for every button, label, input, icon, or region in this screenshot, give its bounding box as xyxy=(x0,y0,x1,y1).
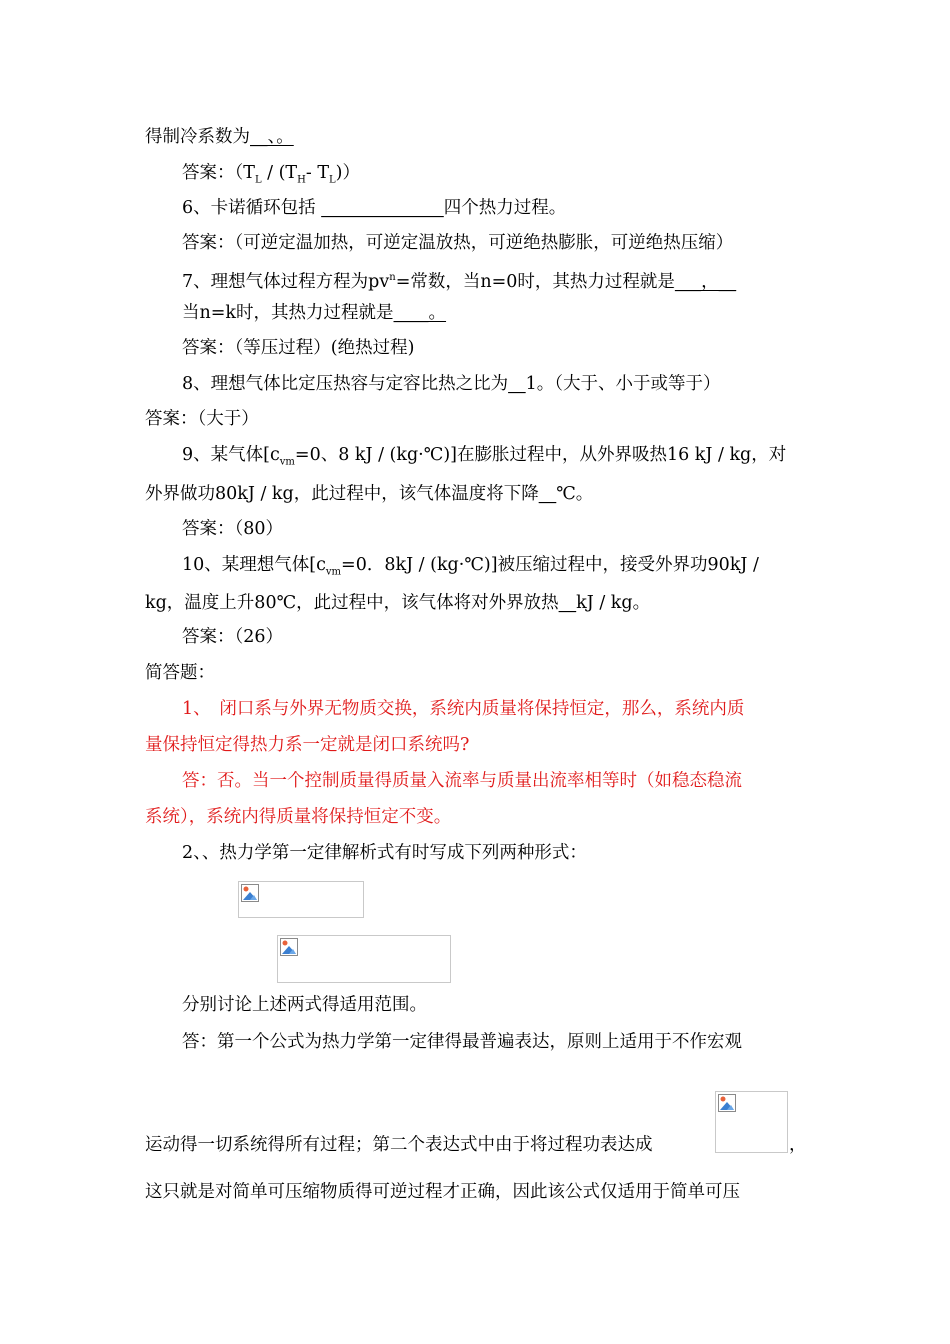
fill-blank: __ xyxy=(508,374,526,394)
section-heading: 简答题： xyxy=(145,663,215,683)
short-answer-1: 答：否。当一个控制质量得质量入流率与质量出流率相等时（如稳态稳流 xyxy=(182,771,742,791)
answer-line: 这只就是对简单可压缩物质得可逆过程才正确，因此该公式仅适用于简单可压 xyxy=(145,1182,740,1202)
fill-blank: ______________ xyxy=(321,198,444,218)
broken-image-icon xyxy=(241,884,259,902)
question-10-cont: kg，温度上升80℃，此过程中，该气体将对外界放热__kJ / kg。 xyxy=(145,593,651,613)
formula-image-1 xyxy=(238,881,364,918)
question-7: 7、理想气体过程方程为$pv^n=$常数，当n=0时，其热力过程就是___，__ xyxy=(182,271,737,292)
text-line: 得制冷系数为__、。 xyxy=(145,127,294,147)
question-6: 6、卡诺循环包括 ______________四个热力过程。 xyxy=(182,198,567,218)
question-7-cont: 当n=k时，其热力过程就是____。 xyxy=(182,303,447,323)
short-question-1: 1、 闭口系与外界无物质交换，系统内质量将保持恒定，那么，系统内质 xyxy=(182,699,745,719)
fill-blank: ____。 xyxy=(393,303,447,323)
text-line: 分别讨论上述两式得适用范围。 xyxy=(182,995,427,1015)
question-8: 8、理想气体比定压热容与定容比热之比为__1。（大于、小于或等于） xyxy=(182,374,721,394)
question-10: 10、某理想气体[$c_{vm}=0$．8kJ / (kg·℃)]被压缩过程中，接受外界功90kJ / xyxy=(182,555,759,578)
fill-blank: ___，__ xyxy=(674,271,737,292)
broken-image-icon xyxy=(280,938,298,956)
fill-blank: __ xyxy=(538,484,557,504)
answer-line: 答案：（80） xyxy=(182,519,284,539)
fill-blank: __ xyxy=(558,593,577,613)
answer-line: 运动得一切系统得所有过程；第二个表达式中由于将过程功表达成 xyxy=(145,1135,653,1155)
answer-line: 答：第一个公式为热力学第一定律得最普遍表达，原则上适用于不作宏观 xyxy=(182,1032,742,1052)
short-question-1-cont: 量保持恒定得热力系一定就是闭口系统吗? xyxy=(145,735,470,755)
question-9: 9、某气体[$c_{vm}=0$、8 kJ / (kg·℃)]在膨胀过程中，从外界吸热16 kJ / kg，对 xyxy=(182,445,787,468)
punctuation: ， xyxy=(789,1135,807,1155)
broken-image-icon xyxy=(718,1094,736,1112)
formula-image-2 xyxy=(277,935,451,983)
question-9-cont: 外界做功80kJ / kg，此过程中，该气体温度将下降__℃。 xyxy=(145,484,594,504)
answer-line: 答案：（大于） xyxy=(145,409,259,429)
fill-blank: __、。 xyxy=(250,127,294,147)
answer-line: 答案：（$T_L / (T_H-$ $T_L$)） xyxy=(182,163,360,186)
short-answer-1-cont: 系统），系统内得质量将保持恒定不变。 xyxy=(145,807,452,827)
formula-image-3 xyxy=(715,1091,788,1153)
answer-line: 答案：（可逆定温加热，可逆定温放热，可逆绝热膨胀，可逆绝热压缩） xyxy=(182,233,734,253)
answer-line: 答案：（26） xyxy=(182,627,284,647)
short-question-2: 2、、热力学第一定律解析式有时写成下列两种形式： xyxy=(182,843,587,863)
answer-line: 答案：（等压过程）(绝热过程) xyxy=(182,338,415,358)
